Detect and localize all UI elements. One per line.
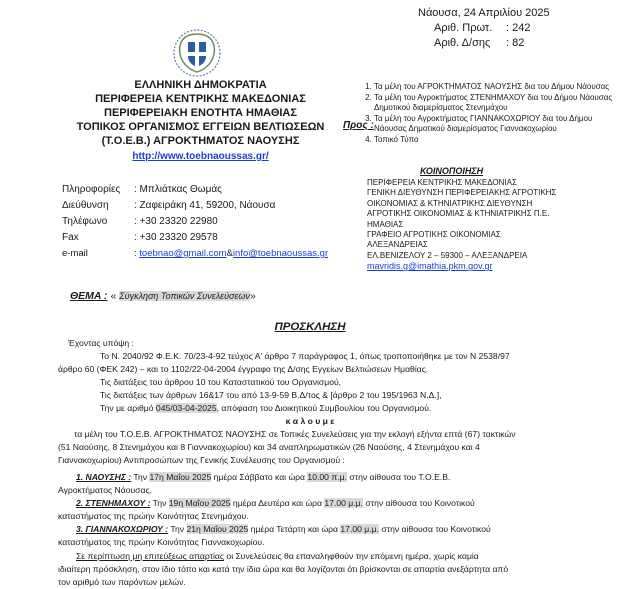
contact-phone-row: [62, 214, 218, 229]
protocol-block: [418, 6, 550, 51]
header-line-republic: ΕΛΛΗΝΙΚΗ ΔΗΜΟΚΡΑΤΙΑ: [134, 79, 267, 91]
meeting-naousa-label: 1. ΝΑΟΥΣΗΣ :: [76, 472, 132, 482]
meeting-naousa-text-c: στην αίθουσα του Τ.Ο.Ε.Β.: [346, 472, 451, 482]
law-paragraph-line2: άρθρο 60 (ΦΕΚ 242) – και το 1102/22-04-2004 έγγραφο της Δ/σης Εγγείων Βελτιώσεων Ημαθίας.: [58, 364, 429, 374]
invitation-line3: Γιαννακοχωρίου) Αντιπροσώπων της Γενικής Συνέλευσης του Οργανισμού :: [58, 455, 345, 465]
quorum-line3: τον αριθμό των παρόντων μελών.: [58, 577, 186, 587]
phone-value: : +30 23320 22980: [134, 216, 218, 227]
address-value: : Ζαφειράκη 41, 59200, Νάουσα: [134, 200, 276, 211]
meeting-giannakochori-label: 3. ΓΙΑΝΝΑΚΟΧΩΡΙΟΥ :: [76, 524, 169, 534]
having-in-mind: Έχοντας υπόψη :: [68, 338, 134, 348]
greek-emblem-logo: [172, 28, 222, 78]
meeting-giannakochori-text-c: στην αίθουσα του Κοινοτικού: [378, 524, 491, 534]
provisions-line1: Τις διατάξεις του άρθρου 10 του Καταστατικού του Οργανισμού,: [100, 377, 342, 387]
fax-value: : +30 23320 29578: [134, 232, 218, 243]
decision-prefix: Την με αριθμό: [100, 403, 156, 413]
place-date: Νάουσα, 24 Απριλίου 2025: [418, 7, 550, 19]
contact-address-row: [62, 198, 275, 213]
quorum-line2: ιδιαίτερη πρόσκληση, στον ίδιο τόπο και κατά την ίδια ώρα και θα λογίζονται ότι βρίσκονται σε απαρτία ανεξάρτητα από: [58, 564, 509, 574]
website-link[interactable]: http://www.toebnaoussas.gr/: [132, 151, 269, 162]
meeting-stenimachos-date: 19η Μαΐου 2025: [168, 498, 231, 508]
recipients-label: Προς :: [343, 120, 374, 131]
provisions-line2: Τις διατάξεις των άρθρων 16&17 του από 13-9-59 Β.Δ/τος & [άρθρο 2 του 195/1963 Ν.Δ.],: [100, 390, 442, 400]
meeting-giannakochori-date: 21η Μαΐου 2025: [186, 524, 249, 534]
prot-value: : 242: [506, 22, 531, 34]
recipient-item: 1. Τα μέλη του ΑΓΡΟΚΤΗΜΑΤΟΣ ΝΑΟΥΣΗΣ δια του Δήμου Νάουσας: [374, 82, 620, 92]
invitation-line1: τα μέλη του Τ.Ο.Ε.Β. ΑΓΡΟΚΤΗΜΑΤΟΣ ΝΑΟΥΣΗΣ σε Τοπικές Συνελεύσεις για την εκλογή εξήντα επτά (67) τακτικών: [74, 429, 516, 439]
contact-email-row: [62, 246, 328, 261]
subject-line: [70, 290, 256, 302]
fax-label: Fax: [62, 232, 79, 243]
document-title: ΠΡΟΣΚΛΗΣΗ: [274, 321, 346, 333]
meeting-giannakochori-text-b: ημέρα Τετάρτη και ώρα: [248, 524, 341, 534]
email-colon: :: [134, 248, 137, 259]
meeting-giannakochori-text-a: Την: [168, 524, 187, 534]
email-label: e-mail: [62, 248, 88, 259]
quorum-line1: [76, 550, 616, 563]
recipient-item: 2. Τα μέλη του Αγροκτήματος ΣΤΕΝΗΜΑΧΟΥ δια του Δήμου Νάουσας Δημοτικού διαμερίσματος Στενημάχου: [374, 93, 620, 113]
email-link-info[interactable]: info@toebnaoussas.gr: [232, 248, 329, 259]
recipient-item: 3. Τα μέλη του Αγροκτήματος ΓΙΑΝΝΑΚΟΧΩΡΙΟΥ δια του Δήμου Νάουσας Δημοτικού διαμερίσματος Γιαννακοχωρίου: [374, 114, 620, 134]
decision-suffix: , απόφαση του Διοικητικού Συμβουλίου του Οργανισμού.: [216, 403, 432, 413]
phone-label: Τηλέφωνο: [62, 216, 108, 227]
meeting-giannakochori-venue: καταστήματος της πρώην Κοινότητας Γιαννακοχωρίου.: [58, 537, 265, 547]
header-line-regional-unit: ΠΕΡΙΦΕΡΕΙΑΚΗ ΕΝΟΤΗΤΑ ΗΜΑΘΙΑΣ: [104, 107, 297, 119]
header-line-organisation: ΤΟΠΙΚΟΣ ΟΡΓΑΝΙΣΜΟΣ ΕΓΓΕΙΩΝ ΒΕΛΤΙΩΣΕΩΝ: [76, 121, 325, 133]
cc-title: ΚΟΙΝΟΠΟΙΗΣΗ: [420, 166, 484, 176]
contact-info-row: [62, 182, 222, 197]
meeting-stenimachos-text-c: στην αίθουσα του Κοινοτικού: [362, 498, 475, 508]
quorum-condition: Σε περίπτωση μη επιτεύξεως απαρτίας: [76, 551, 225, 561]
subject-label: ΘΕΜΑ :: [70, 290, 108, 302]
cc-email-link[interactable]: mavridis.g@imathia.pkm.gov.gr: [367, 261, 493, 272]
dsis-value: : 82: [506, 37, 525, 49]
meeting-stenimachos: [76, 497, 616, 510]
meeting-stenimachos-venue: καταστήματος της πρώην Κοινότητας Στενημάχου.: [58, 511, 249, 521]
cc-line: ΑΓΡΟΤΙΚΗΣ ΟΙΚΟΝΟΜΙΑΣ & ΚΤΗΝΙΑΤΡΙΚΗΣ Π.Ε.: [367, 209, 550, 219]
dsis-label: Αριθ. Δ/σης: [434, 37, 491, 49]
meeting-stenimachos-text-b: ημέρα Δευτέρα και ώρα: [230, 498, 325, 508]
meeting-naousa-date: 17η Μαΐου 2025: [149, 472, 212, 482]
meeting-giannakochori-time: 17.00 μ.μ.: [340, 524, 379, 534]
header-line-region: ΠΕΡΙΦΕΡΕΙΑ ΚΕΝΤΡΙΚΗΣ ΜΑΚΕΔΟΝΙΑΣ: [95, 93, 306, 105]
meeting-naousa-time: 10.00 π.μ.: [307, 472, 347, 482]
subject-open-quote: «: [107, 290, 120, 302]
meeting-naousa-venue: Αγροκτήματος Νάουσας.: [58, 485, 152, 495]
law-paragraph-line1: Το Ν. 2040/92 Φ.Ε.Κ. 70/23-4-92 τεύχος Α' άρθρο 7 παράγραφος 1, όπως τροποποιήθηκε με τον Ν 2538/97: [100, 351, 510, 361]
meeting-stenimachos-text-a: Την: [150, 498, 169, 508]
meeting-naousa-text-b: ημέρα Σάββατο και ώρα: [211, 472, 308, 482]
cc-line: ΓΡΑΦΕΙΟ ΑΓΡΟΤΙΚΗΣ ΟΙΚΟΝΟΜΙΑΣ: [367, 230, 501, 240]
header-line-organisation-name: (Τ.Ο.Ε.Β.) ΑΓΡΟΚΤΗΜΑΤΟΣ ΝΑΟΥΣΗΣ: [101, 135, 300, 147]
cc-line: ΕΛ.ΒΕΝΙΖΕΛΟΥ 2 – 59300 – ΑΛΕΞΑΝΔΡΕΙΑ: [367, 250, 528, 260]
meeting-stenimachos-time: 17.00 μ.μ.: [324, 498, 363, 508]
invitation-line2: (51 Ναούσης, 8 Στενημάχου και 8 Γιαννακοχωρίου) και 34 αναπληρωματικών (26 Ναούσης, 4 Στενημάχου και 4: [58, 442, 480, 452]
contact-fax-row: [62, 230, 218, 245]
info-value: : Μπλιάτκας Θωμάς: [134, 184, 222, 195]
cc-line: ΟΙΚΟΝΟΜΙΑΣ & ΚΤΗΝΙΑΤΡΙΚΗΣ ΔΙΕΥΘΥΝΣΗ: [367, 198, 533, 208]
decision-line: [100, 402, 620, 415]
recipients-list: [360, 82, 620, 146]
cc-block: [367, 178, 617, 273]
decision-number: 045/03-04-2025: [155, 403, 217, 413]
subject-close-quote: »: [249, 290, 256, 302]
email-amp: &: [226, 248, 233, 259]
cc-line: ΑΛΕΞΑΝΔΡΕΙΑΣ: [367, 240, 428, 250]
cc-line: ΗΜΑΘΙΑΣ: [367, 219, 404, 229]
meeting-giannakochori: [76, 523, 616, 536]
email-link-gmail[interactable]: toebnao@gmail.com: [139, 248, 227, 259]
recipient-item: 4. Τοπικό Τύπο: [374, 135, 620, 145]
meeting-naousa-text-a: Την: [131, 472, 150, 482]
quorum-rest1: οι Συνελεύσεις θα επαναληφθούν την επόμενη ημέρα, χωρίς καμία: [224, 551, 479, 561]
kaloume-heading: κ α λ ο υ μ ε: [285, 416, 335, 426]
subject-text: Σύγκληση Τοπικών Συνελεύσεων: [119, 291, 250, 301]
info-label: Πληροφορίες: [62, 184, 121, 195]
prot-label: Αριθ. Πρωτ.: [434, 22, 493, 34]
address-label: Διεύθυνση: [62, 200, 109, 211]
meeting-naousa: [76, 471, 616, 484]
cc-line: ΓΕΝΙΚΗ ΔΙΕΥΘΥΝΣΗ ΠΕΡΙΦΕΡΕΙΑΚΗΣ ΑΓΡΟΤΙΚΗΣ: [367, 188, 557, 198]
meeting-stenimachos-label: 2. ΣΤΕΝΗΜΑΧΟΥ :: [76, 498, 151, 508]
cc-line: ΠΕΡΙΦΕΡΕΙΑ ΚΕΝΤΡΙΚΗΣ ΜΑΚΕΔΟΝΙΑΣ: [367, 178, 517, 187]
